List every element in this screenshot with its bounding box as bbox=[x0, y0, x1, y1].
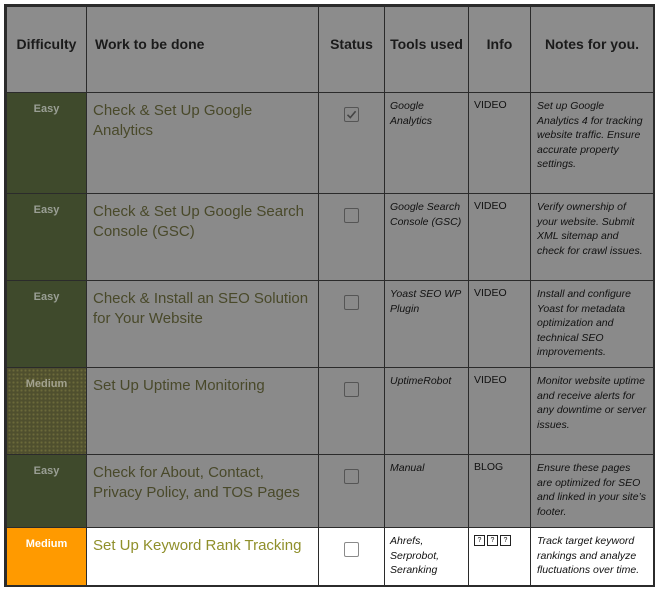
status-cell bbox=[319, 194, 385, 281]
checklist-table-frame bbox=[4, 4, 655, 587]
status-checkbox[interactable] bbox=[344, 542, 359, 557]
status-checkbox[interactable] bbox=[344, 469, 359, 484]
status-checkbox[interactable] bbox=[344, 107, 359, 122]
notes-cell: Install and configure Yoast for metadata optimization and technical SEO improvements. bbox=[531, 281, 654, 368]
task-title: Check for About, Contact, Privacy Policy, and TOS Pages bbox=[87, 455, 319, 528]
missing-glyph-icon[interactable]: ? bbox=[500, 535, 511, 546]
missing-glyph-icon[interactable]: ? bbox=[487, 535, 498, 546]
notes-cell: Monitor website uptime and receive alerts for any downtime or server issues. bbox=[531, 368, 654, 455]
header-work: Work to be done bbox=[87, 7, 319, 93]
tools-cell: Google Search Console (GSC) bbox=[385, 194, 469, 281]
info-cell bbox=[469, 528, 531, 586]
table-row bbox=[7, 194, 654, 281]
difficulty-badge: Easy bbox=[7, 281, 87, 368]
notes-cell: Track target keyword rankings and analyze fluctuations over time. bbox=[531, 528, 654, 586]
info-link[interactable]: VIDEO bbox=[469, 194, 531, 281]
header-info: Info bbox=[469, 7, 531, 93]
status-cell bbox=[319, 281, 385, 368]
difficulty-badge: Easy bbox=[7, 194, 87, 281]
table-row bbox=[7, 368, 654, 455]
task-title: Set Up Uptime Monitoring bbox=[87, 368, 319, 455]
table-row bbox=[7, 93, 654, 194]
difficulty-badge: Easy bbox=[7, 93, 87, 194]
task-title: Check & Install an SEO Solution for Your Website bbox=[87, 281, 319, 368]
notes-cell: Set up Google Analytics 4 for tracking website traffic. Ensure accurate property settings. bbox=[531, 93, 654, 194]
task-title: Check & Set Up Google Search Console (GSC) bbox=[87, 194, 319, 281]
notes-cell: Verify ownership of your website. Submit XML sitemap and check for crawl issues. bbox=[531, 194, 654, 281]
status-cell bbox=[319, 368, 385, 455]
info-link[interactable]: BLOG bbox=[469, 455, 531, 528]
checkmark-icon bbox=[346, 109, 357, 120]
tools-cell: Ahrefs, Serprobot, Seranking bbox=[385, 528, 469, 586]
table-row bbox=[7, 455, 654, 528]
header-tools: Tools used bbox=[385, 7, 469, 93]
difficulty-badge: Medium bbox=[7, 368, 87, 455]
tools-cell: Google Analytics bbox=[385, 93, 469, 194]
table-row bbox=[7, 281, 654, 368]
header-difficulty: Difficulty bbox=[7, 7, 87, 93]
status-cell bbox=[319, 93, 385, 194]
status-cell bbox=[319, 455, 385, 528]
header-status: Status bbox=[319, 7, 385, 93]
status-checkbox[interactable] bbox=[344, 382, 359, 397]
notes-cell: Ensure these pages are optimized for SEO and linked in your site’s footer. bbox=[531, 455, 654, 528]
task-title: Set Up Keyword Rank Tracking bbox=[87, 528, 319, 586]
header-row bbox=[7, 7, 654, 93]
tools-cell: Yoast SEO WP Plugin bbox=[385, 281, 469, 368]
difficulty-badge: Medium bbox=[7, 528, 87, 586]
missing-glyph-icon[interactable]: ? bbox=[474, 535, 485, 546]
difficulty-badge: Easy bbox=[7, 455, 87, 528]
status-checkbox[interactable] bbox=[344, 295, 359, 310]
task-title: Check & Set Up Google Analytics bbox=[87, 93, 319, 194]
info-link[interactable]: VIDEO bbox=[469, 281, 531, 368]
info-link[interactable]: VIDEO bbox=[469, 368, 531, 455]
seo-checklist-table bbox=[6, 6, 654, 586]
tools-cell: Manual bbox=[385, 455, 469, 528]
header-notes: Notes for you. bbox=[531, 7, 654, 93]
table-row-active bbox=[7, 528, 654, 586]
status-checkbox[interactable] bbox=[344, 208, 359, 223]
status-cell bbox=[319, 528, 385, 586]
info-link[interactable]: VIDEO bbox=[469, 93, 531, 194]
tools-cell: UptimeRobot bbox=[385, 368, 469, 455]
